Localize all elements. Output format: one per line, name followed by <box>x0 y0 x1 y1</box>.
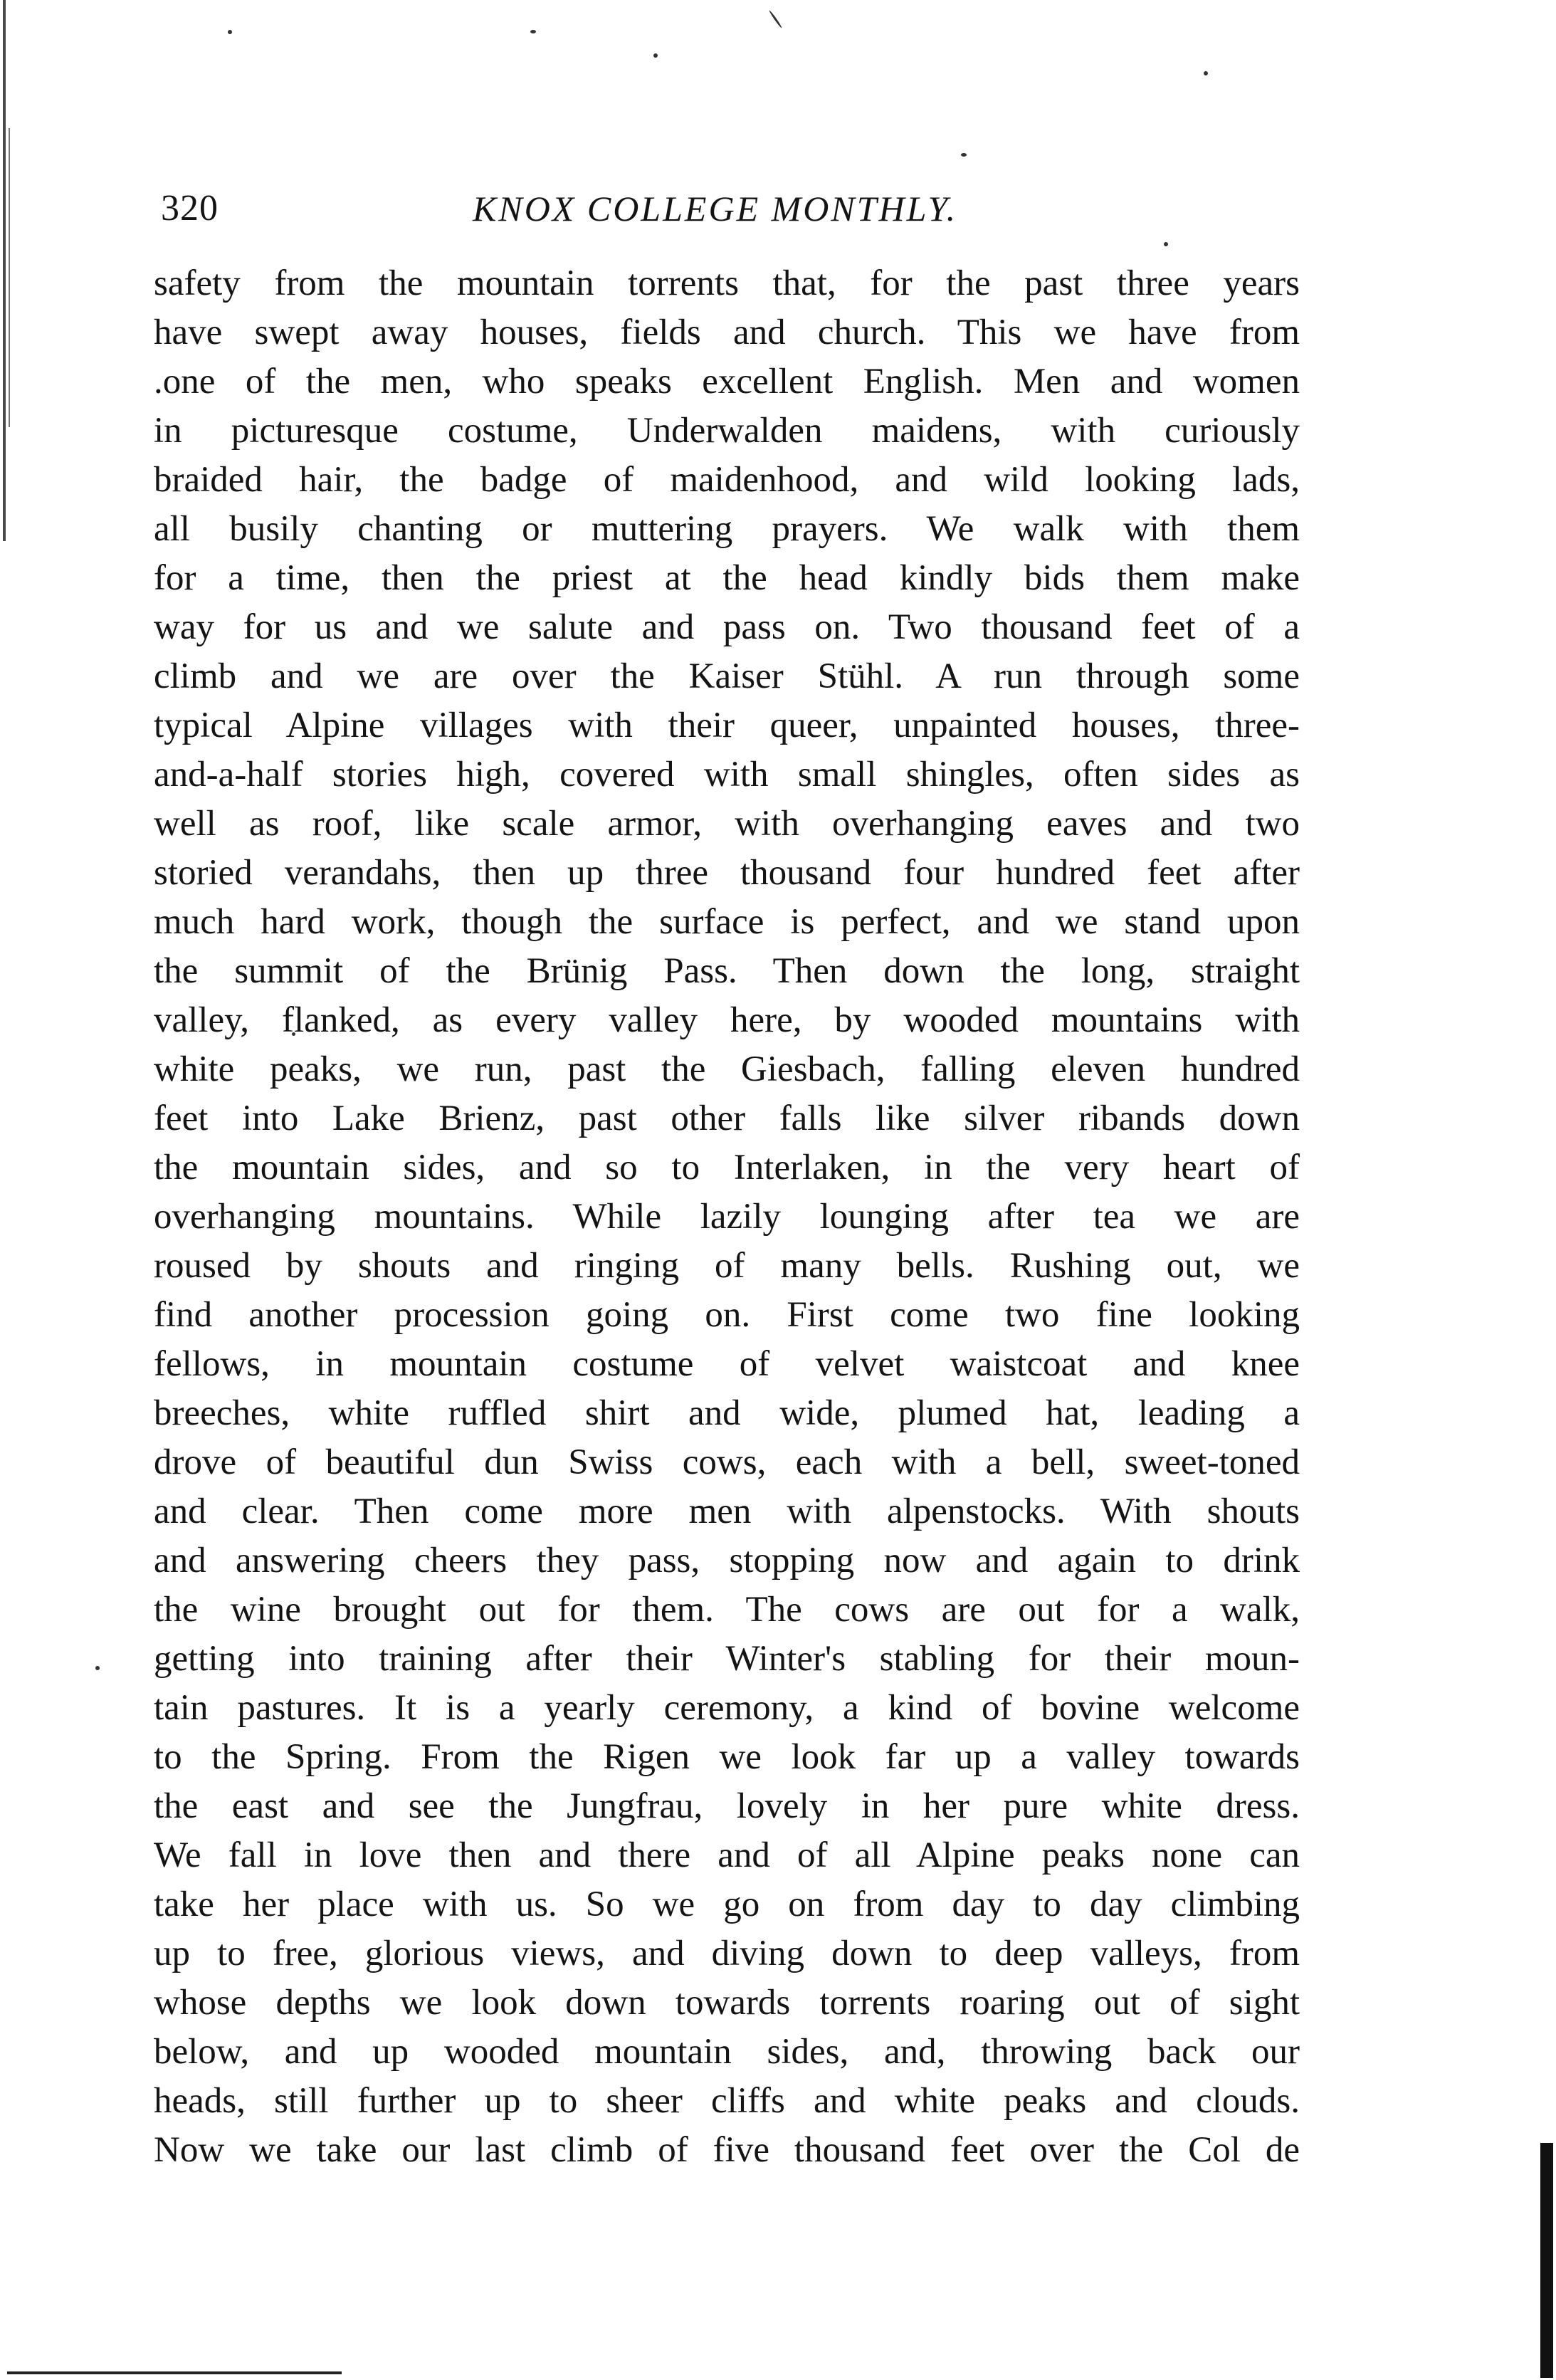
text-line: getting into training after their Winter's stabling for their moun- <box>154 1639 1300 1679</box>
text-line: for a time, then the priest at the head kindly bids them make <box>154 558 1300 598</box>
running-title: KNOX COLLEGE MONTHLY. <box>473 189 958 229</box>
text-line: the summit of the Brünig Pass. Then down the long, straight <box>154 951 1300 991</box>
scan-speck <box>961 153 967 157</box>
scan-speck <box>653 53 658 58</box>
scan-bottom-rule <box>7 2371 342 2374</box>
text-line: braided hair, the badge of maidenhood, and wild looking lads, <box>154 460 1300 500</box>
text-line: in picturesque costume, Underwalden maidens, with curiously <box>154 411 1300 451</box>
text-line: the mountain sides, and so to Interlaken, in the very heart of <box>154 1148 1300 1188</box>
text-line: tain pastures. It is a yearly ceremony, a kind of bovine welcome <box>154 1688 1300 1728</box>
text-line: drove of beautiful dun Swiss cows, each with a bell, sweet-toned <box>154 1442 1300 1482</box>
text-line: the wine brought out for them. The cows are out for a walk, <box>154 1590 1300 1630</box>
text-line: roused by shouts and ringing of many bells. Rushing out, we <box>154 1246 1300 1286</box>
text-line: We fall in love then and there and of all Alpine peaks none can <box>154 1835 1300 1875</box>
page-number: 320 <box>161 188 219 229</box>
text-line: up to free, glorious views, and diving down to deep valleys, from <box>154 1934 1300 1973</box>
text-line: storied verandahs, then up three thousand four hundred feet after <box>154 853 1300 893</box>
text-line: climb and we are over the Kaiser Stühl. A run through some <box>154 656 1300 696</box>
text-line: all busily chanting or muttering prayers. We walk with them <box>154 509 1300 549</box>
text-line: much hard work, though the surface is perfect, and we stand upon <box>154 902 1300 942</box>
text-line: feet into Lake Brienz, past other falls like silver ribands down <box>154 1099 1300 1138</box>
scan-edge-right <box>1540 2143 1553 2378</box>
text-line: typical Alpine villages with their queer, unpainted houses, three- <box>154 706 1300 745</box>
text-line: fellows, in mountain costume of velvet waistcoat and knee <box>154 1344 1300 1384</box>
scan-speck <box>1204 71 1208 75</box>
scan-speck <box>228 30 232 34</box>
text-line: .one of the men, who speaks excellent English. Men and women <box>154 362 1300 402</box>
page-header <box>161 184 1314 234</box>
scan-speck <box>769 10 783 28</box>
text-line: and-a-half stories high, covered with small shingles, often sides as <box>154 755 1300 795</box>
scan-edge-left <box>3 0 6 541</box>
scan-speck <box>95 1666 100 1670</box>
text-line: and clear. Then come more men with alpenstocks. With shouts <box>154 1492 1300 1531</box>
text-line: to the Spring. From the Rigen we look far up a valley towards <box>154 1737 1300 1777</box>
text-line: way for us and we salute and pass on. Two thousand feet of a <box>154 607 1300 647</box>
text-line: white peaks, we run, past the Giesbach, falling eleven hundred <box>154 1049 1300 1089</box>
scan-edge-left-inner <box>9 128 10 427</box>
text-line: have swept away houses, fields and church. This we have from <box>154 313 1300 352</box>
text-line: overhanging mountains. While lazily lounging after tea we are <box>154 1197 1300 1237</box>
text-line: safety from the mountain torrents that, for the past three years <box>154 263 1300 303</box>
text-line: well as roof, like scale armor, with overhanging eaves and two <box>154 804 1300 844</box>
text-line: and answering cheers they pass, stopping now and again to drink <box>154 1541 1300 1580</box>
text-line: Now we take our last climb of five thousand feet over the Col de <box>154 2130 1300 2170</box>
text-line: find another procession going on. First come two fine looking <box>154 1295 1300 1335</box>
text-line: below, and up wooded mountain sides, and, throwing back our <box>154 2032 1300 2072</box>
scan-speck <box>530 30 536 33</box>
text-line: the east and see the Jungfrau, lovely in her pure white dress. <box>154 1786 1300 1826</box>
body-text <box>154 259 1300 2175</box>
text-line: whose depths we look down towards torrents roaring out of sight <box>154 1983 1300 2023</box>
text-line: breeches, white ruffled shirt and wide, plumed hat, leading a <box>154 1393 1300 1433</box>
text-line: heads, still further up to sheer cliffs and white peaks and clouds. <box>154 2081 1300 2121</box>
scan-speck <box>1164 242 1168 246</box>
text-line: valley, flanked, as every valley here, by wooded mountains with <box>154 1000 1300 1040</box>
text-line: take her place with us. So we go on from day to day climbing <box>154 1884 1300 1924</box>
